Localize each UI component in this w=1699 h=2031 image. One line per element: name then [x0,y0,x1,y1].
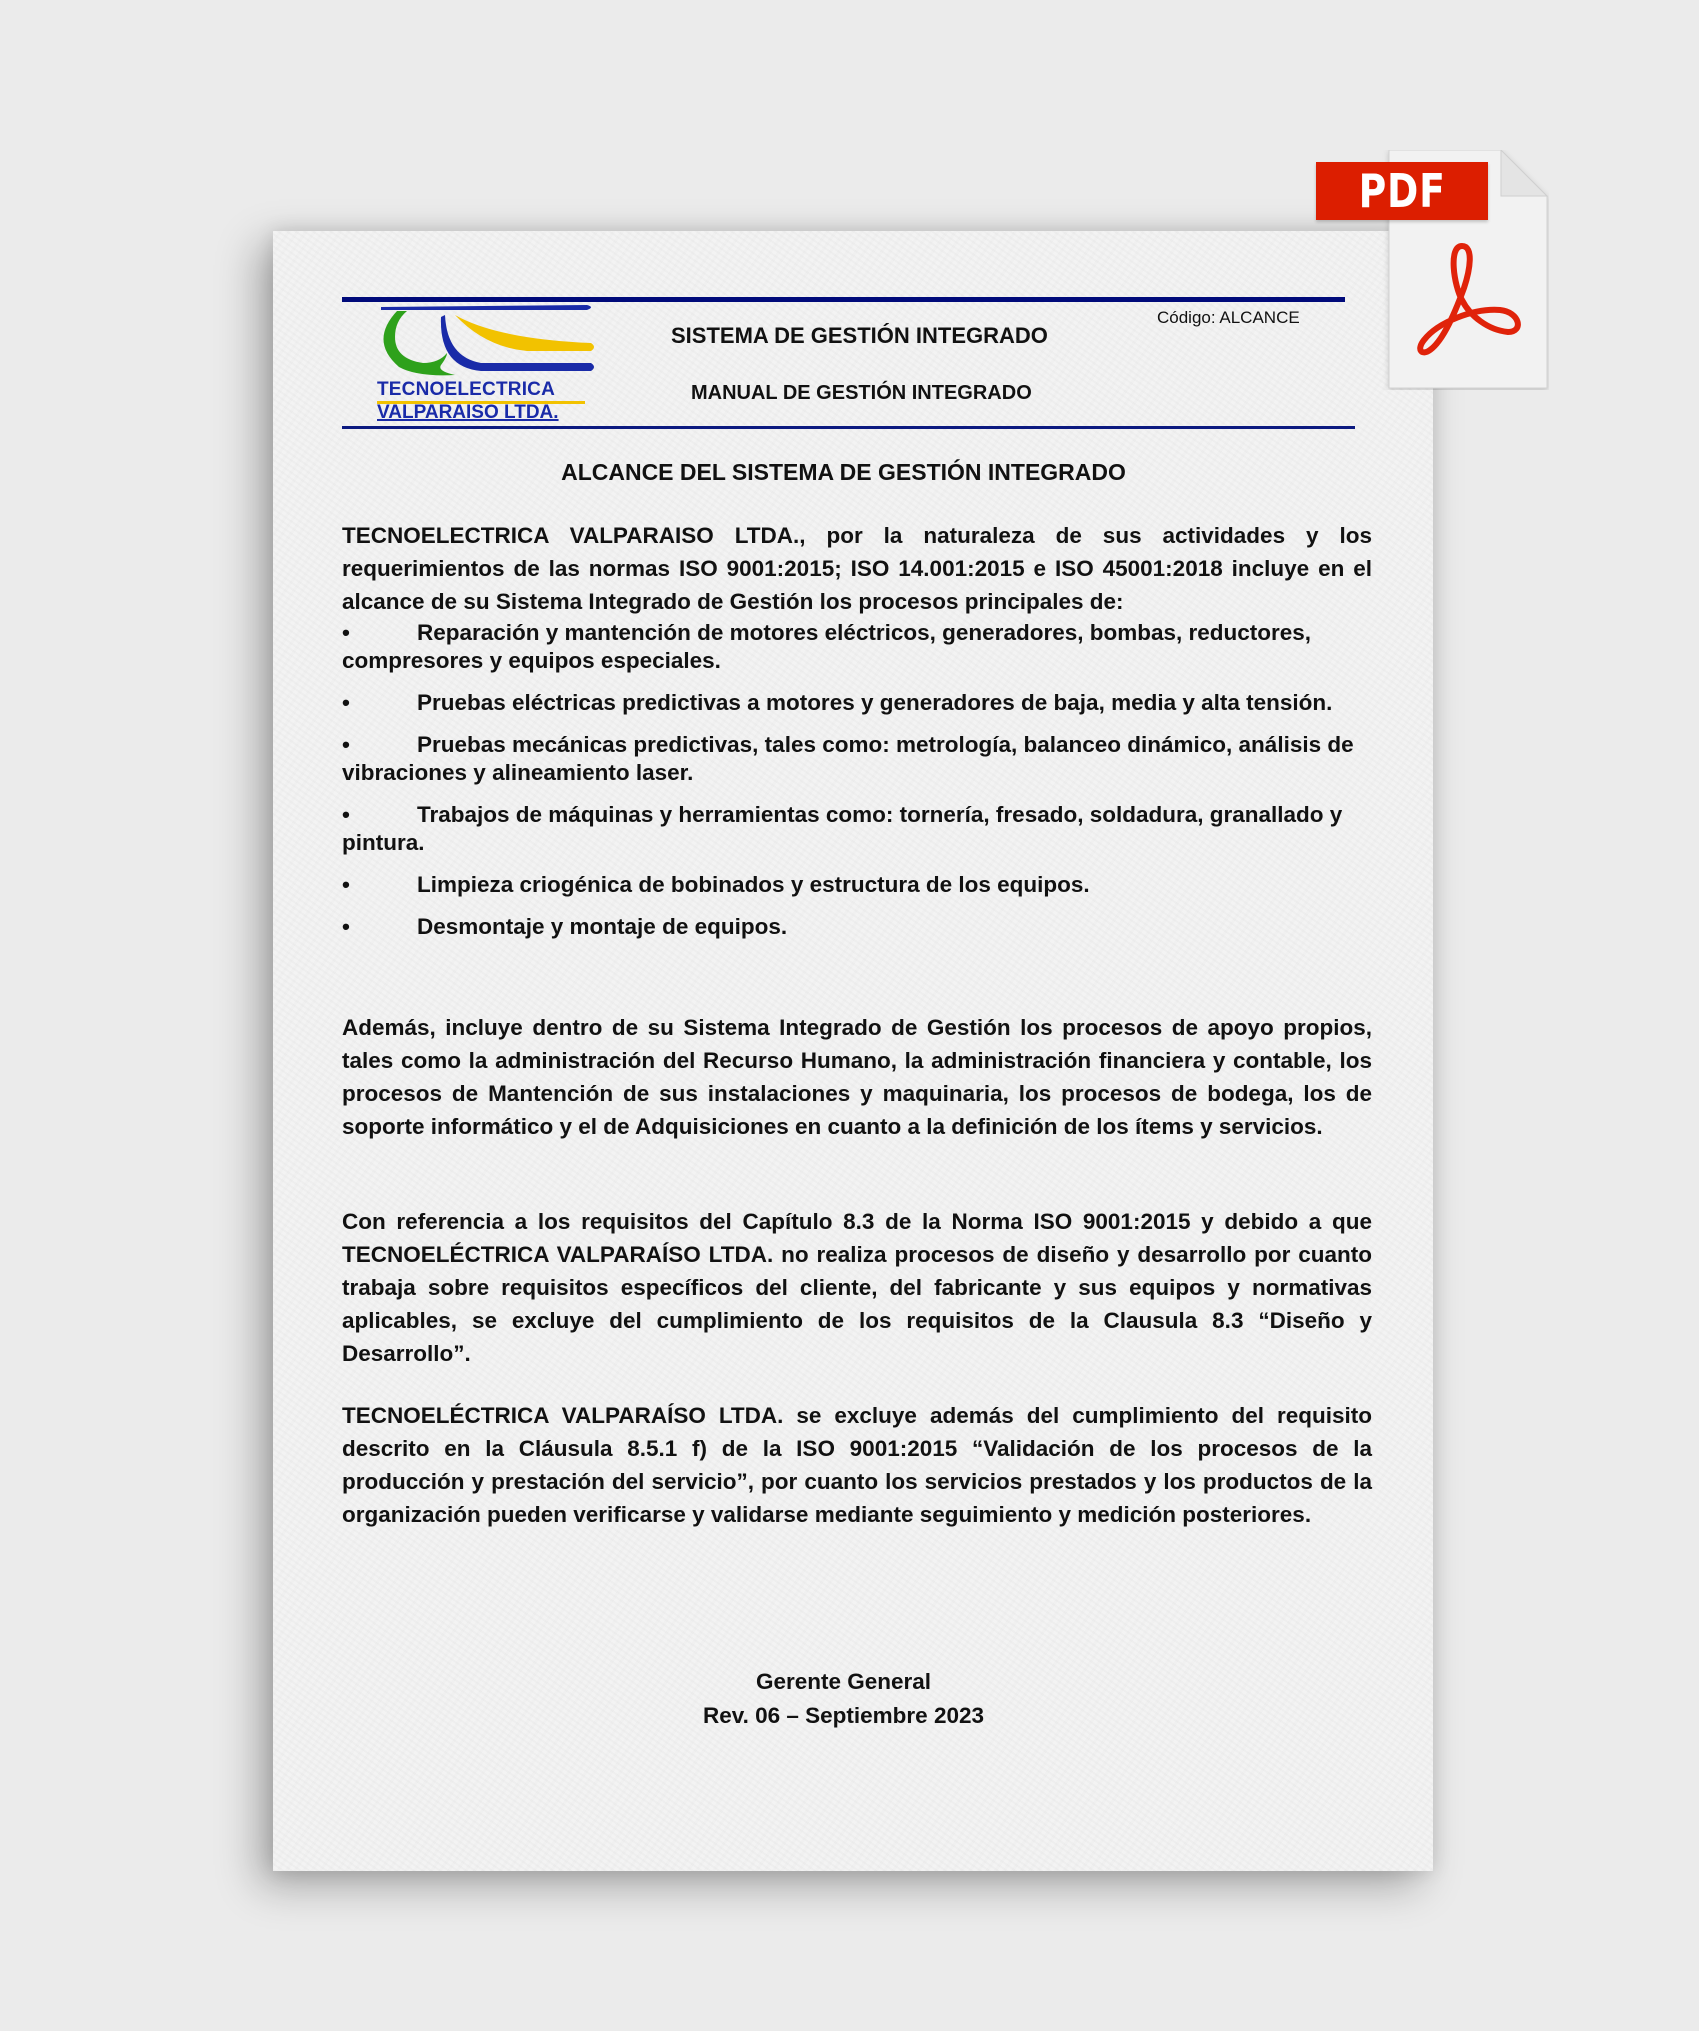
pdf-label-badge: PDF [1316,162,1488,220]
list-item-text: Limpieza criogénica de bobinados y estructura de los equipos. [417,872,1090,897]
support-processes-text: Además, incluye dentro de su Sistema Integrado de Gestión los procesos de apoyo propios, tales como la administración del Recurso Humano, la administración financiera y contable, los procesos de Mantención de sus instalaciones y maquinaria, los procesos de bodega, los de soporte informático y el de Adquisiciones en cuanto a la definición de los ítems y servicios. [342,1015,1372,1139]
list-item-text: Trabajos de máquinas y herramientas como: tornería, fresado, soldadura, granallado y pintura. [342,802,1343,855]
bullet-icon: • [342,732,350,757]
validation-exclusion-text: TECNOELÉCTRICA VALPARAÍSO LTDA. se excluye además del cumplimiento del requisito descrito en la Cláusula 8.5.1 f) de la ISO 9001:2015 “Validación de los procesos de la producción y prestación del servicio”, por cuanto los servicios prestados y los productos de la organización pueden verificarse y validarse mediante seguimiento y medición posteriores. [342,1403,1372,1527]
bullet-icon: • [342,802,350,827]
intro-paragraph [342,519,1372,618]
list-item [342,913,1372,941]
bullet-icon: • [342,872,350,897]
bullet-icon: • [342,914,350,939]
list-item-text: Pruebas mecánicas predictivas, tales como: metrología, balanceo dinámico, análisis de vibraciones y alineamiento laser. [342,732,1354,785]
bullet-icon: • [342,620,350,645]
list-item [342,801,1372,857]
support-processes-paragraph [342,1011,1372,1143]
list-item-text: Reparación y mantención de motores eléctricos, generadores, bombas, reductores, compresores y equipos especiales. [342,620,1312,673]
pdf-file-icon[interactable] [1316,150,1552,390]
bullet-icon: • [342,690,350,715]
list-item-text: Desmontaje y montaje de equipos. [417,914,788,939]
revision-label: Rev. 06 – Septiembre 2023 [703,1703,984,1728]
list-item [342,871,1372,899]
document-page [273,231,1433,1871]
manual-title: MANUAL DE GESTIÓN INTEGRADO [691,382,1032,404]
logo-company-name-line1: TECNOELECTRICA [377,379,556,400]
list-item-text: Pruebas eléctricas predictivas a motores y generadores de baja, media y alta tensión. [417,690,1333,715]
system-title: SISTEMA DE GESTIÓN INTEGRADO [671,323,1048,348]
header-bottom-rule [342,426,1355,429]
document-title: ALCANCE DEL SISTEMA DE GESTIÓN INTEGRADO [561,459,1126,485]
list-item [342,689,1372,717]
logo-swoosh-icon [377,301,599,381]
document-code: Código: ALCANCE [1157,308,1300,327]
logo-company-name-line2: VALPARAISO LTDA. [377,402,559,423]
design-exclusion-text: Con referencia a los requisitos del Capítulo 8.3 de la Norma ISO 9001:2015 y debido a que TECNOELÉCTRICA VALPARAÍSO LTDA. no realiza procesos de diseño y desarrollo por cuanto trabaja sobre requisitos específicos del cliente, del fabricante y sus equipos y normativas aplicables, se excluye del cumplimiento de los requisitos de la Clausula 8.3 “Diseño y Desarrollo”. [342,1209,1372,1366]
validation-exclusion-paragraph [342,1399,1372,1531]
list-item [342,619,1372,675]
process-list [342,619,1372,955]
intro-text: TECNOELECTRICA VALPARAISO LTDA., por la naturaleza de sus actividades y los requerimientos de las normas ISO 9001:2015; ISO 14.001:2015 e ISO 45001:2018 incluye en el alcance de su Sistema Integrado de Gestión los procesos principales de: [342,523,1372,614]
signatory-role: Gerente General [755,1669,932,1694]
adobe-acrobat-icon [1404,238,1524,358]
list-item [342,731,1372,787]
design-exclusion-paragraph [342,1205,1372,1370]
company-logo [377,301,599,427]
